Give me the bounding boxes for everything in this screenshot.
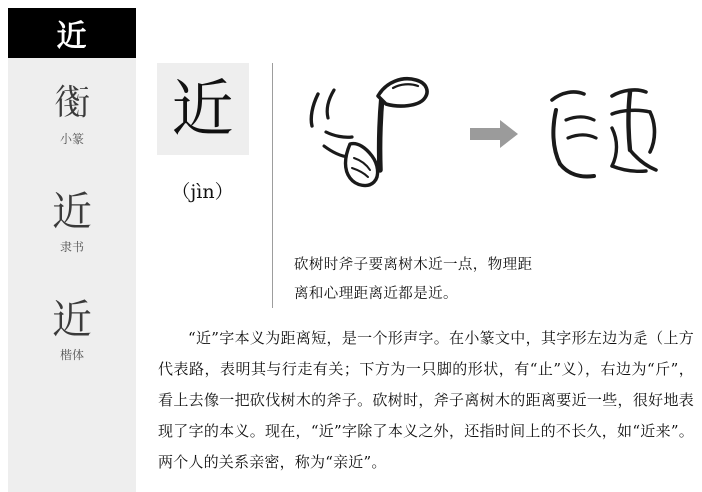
vertical-divider — [272, 63, 273, 308]
figure-caption — [294, 251, 694, 309]
seal-script-form — [552, 90, 656, 177]
seal-script-glyph: 𧗸 — [53, 83, 90, 124]
sidebar-header-glyph: 近 — [56, 19, 88, 54]
oracle-bone-form — [311, 79, 427, 186]
hero-character-glyph: 近 — [171, 72, 234, 145]
clerical-script-glyph: 近 — [52, 189, 92, 235]
hero-character-card — [157, 63, 249, 155]
sidebar-item-seal-script[interactable] — [8, 78, 136, 148]
clerical-script-caption: 隶书 — [59, 240, 84, 254]
figure-caption-line-2: 离和心理距离近都是近。 — [294, 286, 458, 302]
body-paragraph: “近”字本义为距离短，是一个形声字。在小篆文中，其字形左边为辵（上方代表路，表明其与行走有关；下方为一只脚的形状，有“止”义），右边为“斤”，看上去像一把砍伐树木的斧子。砍树时，斧子离树木的距离要近一些，很好地表现了字的本义。现在，“近”字除了本义之外，还指时间上的不长久，如“近来”。两个人的关系亲密，称为“亲近”。 — [158, 329, 694, 471]
sidebar-item-regular-script[interactable] — [8, 294, 136, 364]
regular-script-caption: 楷体 — [59, 348, 84, 362]
figure-caption-line-1: 砍树时斧子要离树木近一点，物理距 — [294, 257, 533, 273]
hero-pinyin: （jìn） — [171, 181, 234, 203]
sidebar — [8, 8, 136, 492]
sidebar-item-clerical-script[interactable] — [8, 186, 136, 256]
seal-script-caption: 小篆 — [59, 132, 84, 146]
character-evolution-figure — [294, 66, 694, 196]
evolution-arrow — [470, 120, 518, 148]
hero-character — [150, 63, 255, 204]
main-content — [144, 8, 694, 492]
sidebar-header — [8, 8, 136, 58]
regular-script-glyph: 近 — [52, 297, 92, 343]
